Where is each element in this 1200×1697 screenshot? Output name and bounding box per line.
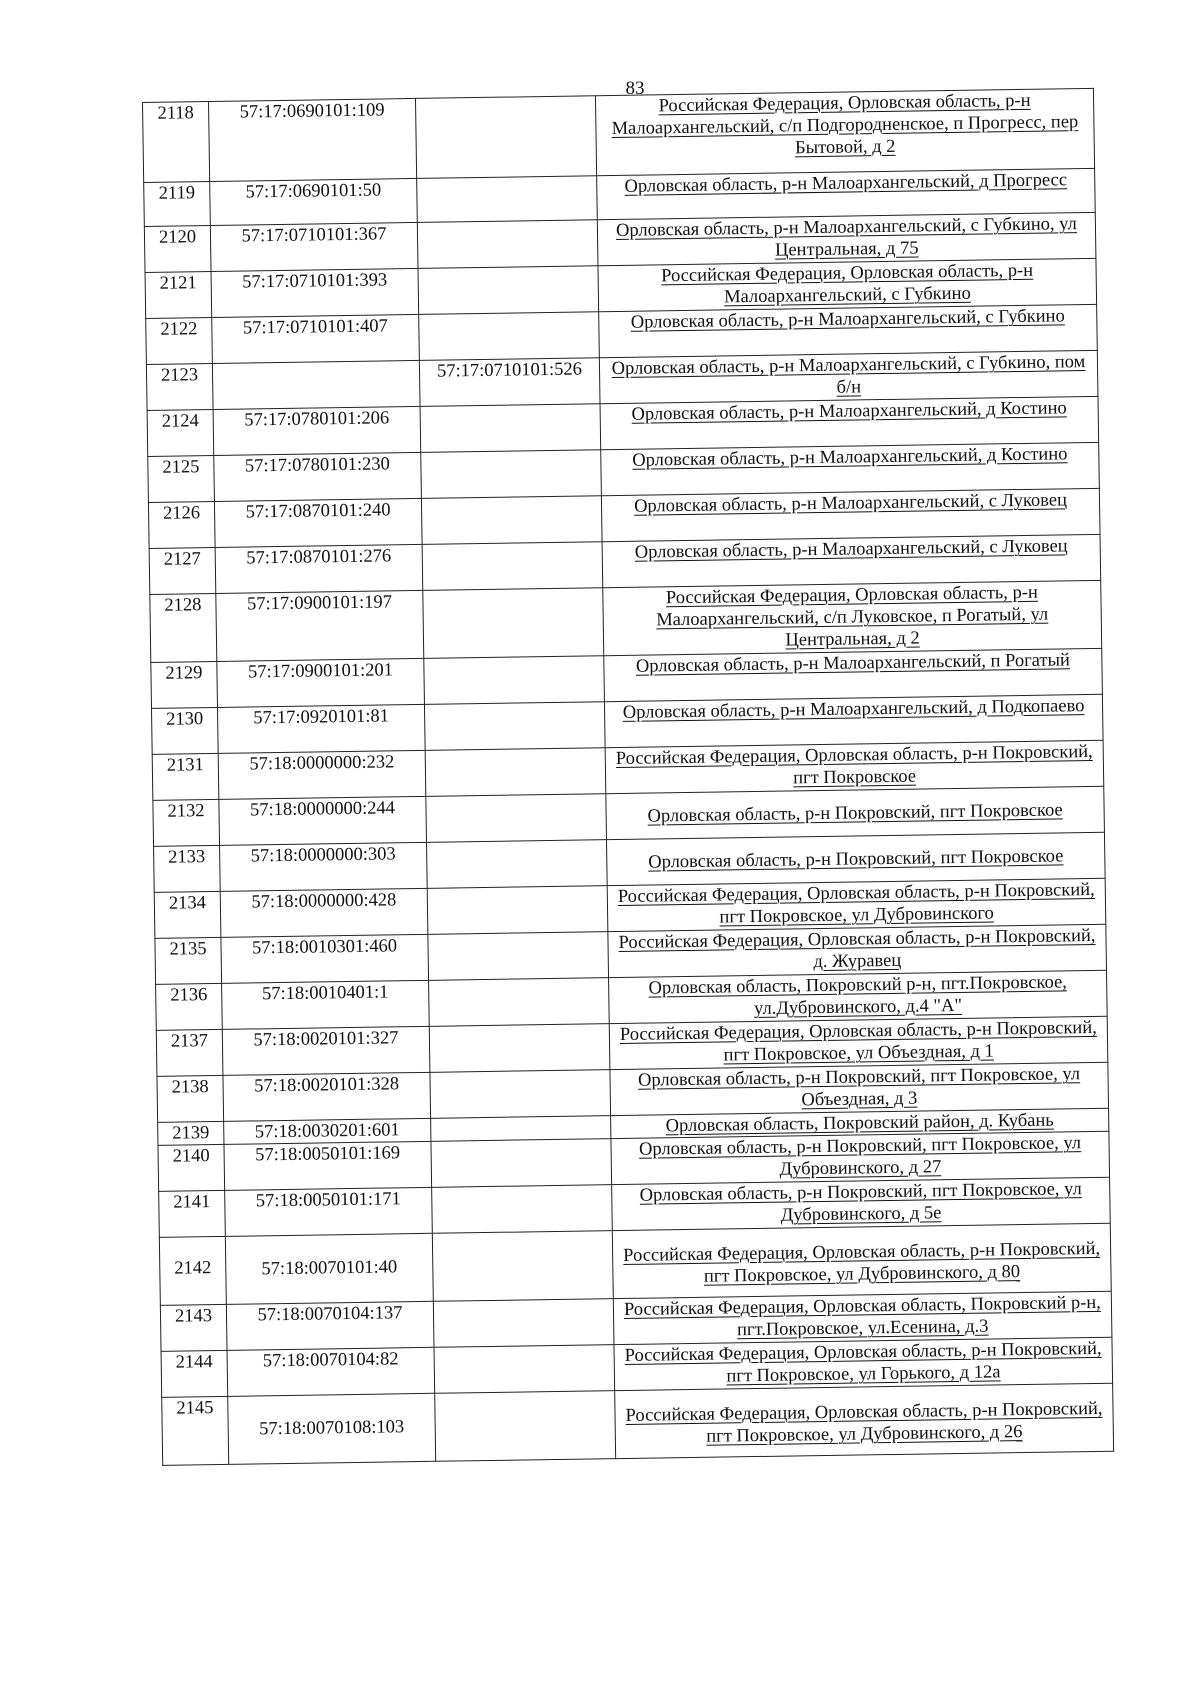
row-number: 2139	[158, 1121, 224, 1145]
address-text: Российская Федерация, Орловская область, р-н Малоархангельский, с/п Подгородненское, п Прогресс, пер Бытовой, д 2	[611, 90, 1079, 159]
address	[609, 1016, 1108, 1069]
building-cadastral-number	[432, 1185, 613, 1234]
cadastral-number: 57:17:0690101:109	[209, 98, 417, 181]
table-row	[162, 1383, 1114, 1465]
cadastral-number: 57:18:0030201:601	[224, 1118, 431, 1144]
address	[606, 832, 1105, 885]
building-cadastral-number	[417, 220, 598, 269]
cadastral-number: 57:17:0870101:240	[214, 498, 422, 547]
building-cadastral-number: 57:17:0710101:526	[419, 358, 600, 407]
address	[601, 442, 1100, 495]
address-text: Российская Федерация, Орловская область, Покровский р-н, пгт.Покровское, ул.Есенина, д.3	[623, 1292, 1102, 1341]
row-number: 2127	[149, 547, 216, 594]
building-cadastral-number	[427, 840, 608, 889]
row-number: 2119	[144, 182, 211, 227]
address-text: Орловская область, р-н Малоархангельский, с Луковец	[634, 536, 1068, 563]
cadastral-number: 57:17:0900101:201	[217, 658, 425, 707]
address-text: Российская Федерация, Орловская область, р-н Покровский, пгт Покровское, ул Дубровинского, д 26	[625, 1398, 1103, 1447]
cadastral-number: 57:17:0900101:197	[216, 590, 424, 661]
building-cadastral-number	[421, 450, 602, 499]
address	[606, 786, 1105, 839]
address	[599, 350, 1098, 403]
address-text: Орловская область, Покровский район, д. Кубань	[665, 1110, 1054, 1137]
table-row	[143, 88, 1095, 182]
building-cadastral-number	[425, 748, 606, 797]
cadastral-number: 57:18:0050101:171	[225, 1187, 433, 1236]
row-number: 2128	[150, 593, 217, 662]
row-number: 2143	[160, 1304, 227, 1351]
building-cadastral-number	[420, 404, 601, 453]
row-number: 2140	[158, 1144, 225, 1191]
building-cadastral-number	[431, 1116, 611, 1142]
cadastral-number: 57:18:0070108:103	[228, 1393, 436, 1464]
row-number: 2125	[148, 455, 215, 502]
address-text: Орловская область, р-н Малоархангельский, с Губкино	[630, 306, 1065, 333]
building-cadastral-number	[426, 794, 607, 843]
address	[612, 1177, 1111, 1230]
building-cadastral-number	[422, 542, 603, 591]
address	[615, 1383, 1114, 1458]
address	[601, 488, 1100, 541]
address	[603, 580, 1102, 655]
address-text: Российская Федерация, Орловская область, р-н Малоархангельский, с/п Луковское, п Рогатый, ул Центральная, д 2	[656, 582, 1049, 651]
cadastral-number: 57:17:0920101:81	[217, 704, 425, 753]
cadastral-number: 57:17:0710101:407	[212, 314, 420, 363]
row-number: 2129	[151, 661, 218, 708]
building-cadastral-number	[434, 1345, 615, 1394]
address-text: Орловская область, р-н Покровский, пгт Покровское, ул Объездная, д 3	[637, 1064, 1081, 1111]
cadastral-number: 57:18:0000000:244	[219, 796, 427, 845]
row-number: 2118	[143, 102, 210, 183]
address	[609, 970, 1108, 1023]
building-cadastral-number	[433, 1299, 614, 1348]
row-number: 2133	[154, 845, 221, 892]
address-text: Российская Федерация, Орловская область, р-н Покровский, пгт Покровское, ул Объездная, д 1	[619, 1017, 1097, 1066]
address	[612, 1223, 1111, 1298]
address	[611, 1131, 1110, 1184]
cadastral-number: 57:18:0000000:232	[218, 750, 426, 799]
building-cadastral-number	[424, 702, 605, 751]
address	[614, 1337, 1113, 1390]
address-text: Орловская область, р-н Малоархангельский, д Костино	[631, 398, 1067, 425]
address	[599, 304, 1098, 357]
cadastral-number: 57:18:0070104:137	[226, 1301, 434, 1350]
cadastral-number	[212, 360, 420, 409]
address-text: Орловская область, р-н Покровский, пгт Покровское	[647, 800, 1063, 827]
address-text: Орловская область, Покровский р-н, пгт.Покровское, ул.Дубровинского, д.4 "А"	[648, 972, 1067, 1020]
cadastral-number: 57:18:0020101:327	[222, 1026, 430, 1075]
address-text: Орловская область, р-н Малоархангельский, п Рогатый	[635, 650, 1071, 677]
address-text: Орловская область, р-н Малоархангельский, с Губкино, ул Центральная, д 75	[615, 214, 1078, 261]
cadastral-number: 57:18:0000000:428	[220, 888, 428, 937]
address	[610, 1062, 1109, 1115]
cadastral-number: 57:18:0010301:460	[221, 934, 429, 983]
address	[597, 212, 1096, 265]
address	[602, 534, 1101, 587]
row-number: 2121	[145, 271, 212, 318]
row-number: 2122	[146, 317, 213, 364]
row-number: 2123	[146, 363, 213, 410]
row-number: 2134	[154, 891, 221, 938]
page-number: 83	[625, 78, 645, 99]
building-cadastral-number	[429, 1024, 610, 1073]
address	[608, 924, 1107, 977]
cadastral-number: 57:18:0020101:328	[223, 1072, 431, 1121]
building-cadastral-number	[424, 656, 605, 705]
row-number: 2120	[144, 225, 211, 272]
address-text: Российская Федерация, Орловская область, р-н Покровский, пгт Покровское, ул Дубровинского, д 80	[623, 1238, 1101, 1287]
cadastral-number: 57:17:0870101:276	[215, 544, 423, 593]
cadastral-number: 57:17:0780101:230	[214, 452, 422, 501]
cadastral-number: 57:17:0690101:50	[210, 178, 418, 225]
cadastral-number: 57:18:0070104:82	[227, 1347, 435, 1396]
row-number: 2126	[148, 501, 215, 548]
row-number: 2131	[152, 753, 219, 800]
address-text: Орловская область, р-н Малоархангельский, д Подкопаево	[622, 696, 1085, 723]
address	[604, 694, 1103, 747]
building-cadastral-number	[435, 1391, 616, 1462]
address	[605, 740, 1104, 793]
cadastral-number: 57:17:0780101:206	[213, 406, 421, 455]
building-cadastral-number	[430, 1070, 611, 1119]
address-text: Российская Федерация, Орловская область, р-н Покровский, пгт Покровское, ул Дубровинского	[617, 879, 1095, 928]
building-cadastral-number	[432, 1231, 613, 1302]
row-number: 2136	[156, 983, 223, 1030]
row-number: 2137	[156, 1029, 223, 1076]
row-number: 2145	[162, 1396, 229, 1465]
row-number: 2144	[161, 1350, 228, 1397]
cadastral-number: 57:18:0050101:169	[224, 1141, 432, 1190]
building-cadastral-number	[429, 978, 610, 1027]
building-cadastral-number	[423, 588, 604, 659]
address-text: Российская Федерация, Орловская область, р-н Покровский, пгт Покровское, ул Горького, д 12а	[624, 1338, 1102, 1387]
address-text: Орловская область, р-н Покровский, пгт Покровское	[648, 846, 1064, 873]
address-text: Орловская область, р-н Малоархангельский, д Прогресс	[624, 170, 1068, 197]
row-number: 2138	[157, 1075, 224, 1122]
row-number: 2135	[155, 937, 222, 984]
building-cadastral-number	[419, 312, 600, 361]
building-cadastral-number	[417, 176, 598, 223]
address	[595, 88, 1094, 175]
address-text: Орловская область, р-н Малоархангельский, д Костино	[632, 444, 1068, 471]
row-number: 2132	[153, 799, 220, 846]
cadastral-number: 57:17:0710101:393	[211, 268, 419, 317]
address-text: Российская Федерация, Орловская область, р-н Покровский, пгт Покровское	[615, 741, 1093, 789]
row-number: 2141	[159, 1190, 226, 1237]
registry-table	[142, 88, 1114, 1466]
address	[613, 1291, 1112, 1344]
row-number: 2142	[159, 1236, 226, 1305]
address-text: Орловская область, р-н Малоархангельский, с Губкино, пом б/н	[611, 352, 1086, 398]
address	[604, 648, 1103, 701]
address-text: Российская Федерация, Орловская область, р-н Малоархангельский, с Губкино	[661, 260, 1034, 308]
address-text: Орловская область, р-н Покровский, пгт Покровское, ул Дубровинского, д 27	[638, 1133, 1082, 1180]
address-text: Российская Федерация, Орловская область, р-н Покровский, д. Журавец	[618, 925, 1096, 973]
cadastral-number: 57:18:0010401:1	[222, 980, 430, 1029]
row-number: 2124	[147, 409, 214, 456]
building-cadastral-number	[427, 886, 608, 935]
address-text: Орловская область, р-н Покровский, пгт Покровское, ул Дубровинского, д 5е	[639, 1179, 1082, 1226]
address	[607, 878, 1106, 931]
address-text: Орловская область, р-н Малоархангельский, с Луковец	[633, 490, 1068, 517]
building-cadastral-number	[428, 932, 609, 981]
row-number: 2130	[151, 707, 218, 754]
building-cadastral-number	[415, 96, 596, 179]
cadastral-number: 57:17:0710101:367	[210, 222, 418, 271]
registry-table-body	[143, 88, 1114, 1465]
address	[597, 168, 1096, 219]
address	[598, 258, 1097, 311]
cadastral-number: 57:18:0000000:303	[220, 842, 428, 891]
cadastral-number: 57:18:0070101:40	[225, 1233, 433, 1304]
address	[600, 396, 1099, 449]
building-cadastral-number	[431, 1139, 612, 1188]
building-cadastral-number	[421, 496, 602, 545]
building-cadastral-number	[418, 266, 599, 315]
